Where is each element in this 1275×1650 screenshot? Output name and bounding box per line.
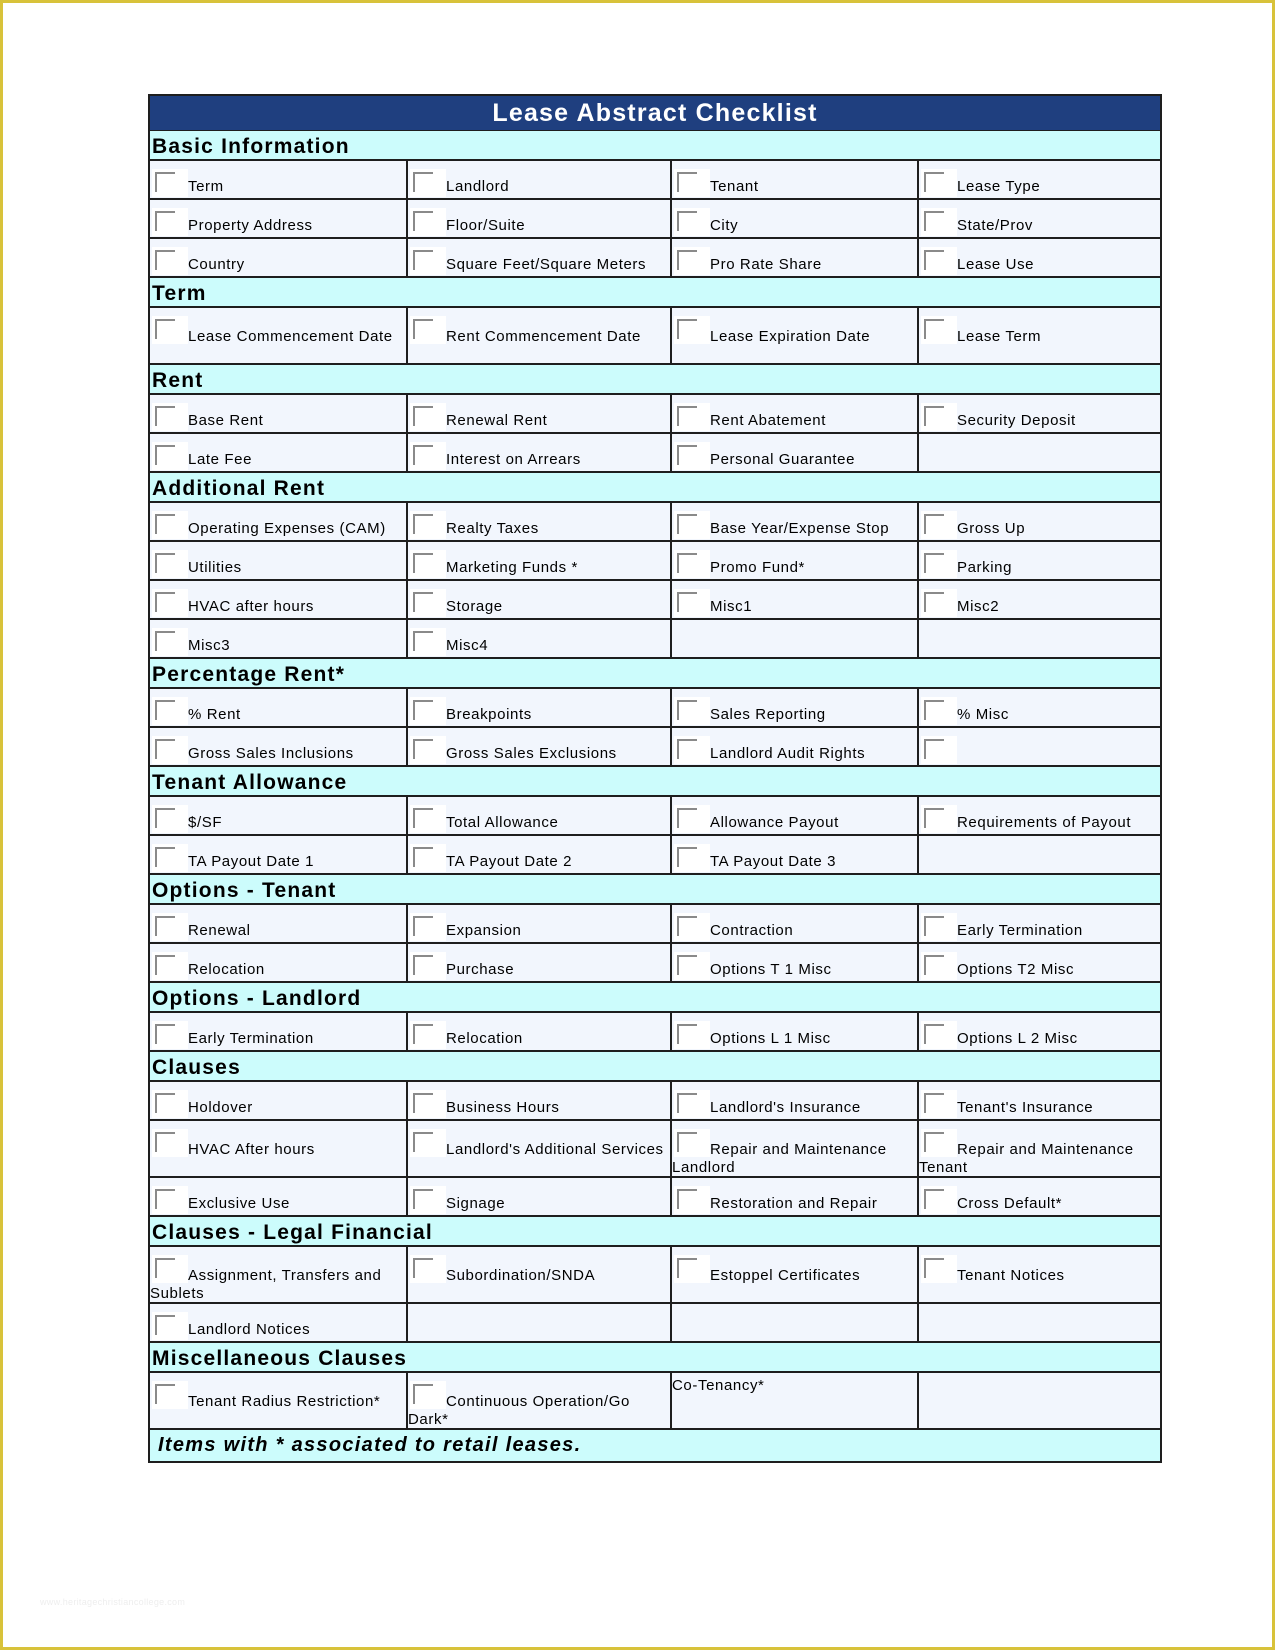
checklist-cell (150, 503, 408, 540)
checklist-cell (672, 797, 919, 834)
checkbox[interactable] (410, 1186, 446, 1214)
checklist-cell (672, 689, 919, 726)
checkbox[interactable] (921, 1021, 957, 1049)
checklist-cell (408, 1373, 672, 1428)
item-label: Misc3 (188, 637, 231, 654)
checkbox[interactable] (921, 805, 957, 833)
checkbox[interactable] (152, 1312, 188, 1340)
checklist-row (150, 503, 1160, 542)
checklist-cell (150, 161, 408, 198)
item-label: TA Payout Date 1 (188, 853, 315, 870)
checklist-cell (150, 308, 408, 363)
checklist-sections (150, 131, 1160, 1430)
checklist-row (150, 542, 1160, 581)
item-label: HVAC after hours (188, 598, 315, 615)
checklist-cell (919, 308, 1160, 363)
checklist-cell (919, 395, 1160, 432)
item-label: Exclusive Use (188, 1195, 290, 1212)
checklist-cell (919, 1373, 1160, 1428)
section-header: Rent (150, 365, 1160, 395)
checklist-cell (408, 797, 672, 834)
checklist-cell (672, 503, 919, 540)
item-label: Rent Commencement Date (446, 328, 641, 345)
checkbox[interactable] (152, 697, 188, 725)
checkbox[interactable] (674, 208, 710, 236)
checkbox[interactable] (921, 247, 957, 275)
item-label: Landlord's Additional Services (446, 1141, 664, 1158)
checklist-cell (672, 581, 919, 618)
item-label: Security Deposit (957, 412, 1076, 429)
item-label: Repair and Maintenance Tenant (919, 1141, 1134, 1176)
item-label: HVAC After hours (188, 1141, 315, 1158)
checklist-cell (408, 620, 672, 657)
checklist-cell (150, 1247, 408, 1302)
checklist-cell (408, 1247, 672, 1302)
checkbox[interactable] (410, 550, 446, 578)
checkbox[interactable] (674, 247, 710, 275)
item-label: Business Hours (446, 1099, 560, 1116)
item-label: Breakpoints (446, 706, 532, 723)
checklist-cell (919, 797, 1160, 834)
item-label: Purchase (446, 961, 515, 978)
checklist-cell (672, 434, 919, 471)
checklist-cell (150, 395, 408, 432)
item-label: Tenant (710, 178, 759, 195)
checklist-cell (150, 728, 408, 765)
checkbox[interactable] (674, 589, 710, 617)
checklist-cell (150, 797, 408, 834)
checkbox[interactable] (921, 1186, 957, 1214)
checklist-cell (150, 1121, 408, 1176)
checkbox[interactable] (410, 442, 446, 470)
checklist-row (150, 1373, 1160, 1430)
section-header: Tenant Allowance (150, 767, 1160, 797)
section-header: Clauses - Legal Financial (150, 1217, 1160, 1247)
section-header: Basic Information (150, 131, 1160, 161)
checklist-cell (408, 1178, 672, 1215)
item-label: Gross Up (957, 520, 1026, 537)
item-label: $/SF (188, 814, 223, 831)
checkbox[interactable] (152, 913, 188, 941)
checkbox[interactable] (152, 403, 188, 431)
checkbox[interactable] (152, 511, 188, 539)
checklist-cell (919, 728, 1160, 765)
item-label: Misc2 (957, 598, 1000, 615)
checkbox[interactable] (921, 697, 957, 725)
checklist-cell (919, 836, 1160, 873)
checklist-row (150, 905, 1160, 944)
checklist-cell (408, 1082, 672, 1119)
checkbox[interactable] (152, 1021, 188, 1049)
checklist-cell (408, 905, 672, 942)
checkbox[interactable] (410, 589, 446, 617)
checklist-cell (150, 1304, 408, 1341)
checkbox[interactable] (674, 1186, 710, 1214)
item-label: Relocation (446, 1030, 523, 1047)
item-label: Contraction (710, 922, 794, 939)
checkbox[interactable] (152, 208, 188, 236)
item-label: Misc4 (446, 637, 489, 654)
checkbox[interactable] (410, 697, 446, 725)
item-label: Restoration and Repair (710, 1195, 878, 1212)
item-label: Subordination/SNDA (446, 1267, 596, 1284)
checkbox[interactable] (152, 952, 188, 980)
checklist-cell (150, 1013, 408, 1050)
checkbox[interactable] (152, 442, 188, 470)
item-label: TA Payout Date 3 (710, 853, 837, 870)
item-label: Property Address (188, 217, 313, 234)
checklist-cell (408, 1121, 672, 1176)
checklist-cell (150, 836, 408, 873)
item-label: Signage (446, 1195, 506, 1212)
item-label: Term (188, 178, 224, 195)
checkbox[interactable] (410, 208, 446, 236)
checkbox[interactable] (410, 952, 446, 980)
section-header: Term (150, 278, 1160, 308)
checklist-row (150, 728, 1160, 767)
item-label: Gross Sales Inclusions (188, 745, 354, 762)
checklist-cell (408, 308, 672, 363)
checklist-cell (919, 542, 1160, 579)
checkbox[interactable] (674, 550, 710, 578)
checklist-cell (919, 1121, 1160, 1176)
checklist-cell (672, 1373, 919, 1428)
checklist-cell (150, 581, 408, 618)
checklist-cell (672, 1247, 919, 1302)
item-label: Lease Use (957, 256, 1035, 273)
checklist-cell (150, 944, 408, 981)
checkbox[interactable] (674, 511, 710, 539)
section-header: Clauses (150, 1052, 1160, 1082)
checklist-row (150, 944, 1160, 983)
item-label: Lease Term (957, 328, 1042, 345)
item-label: Options T2 Misc (957, 961, 1075, 978)
watermark: www.heritagechristiancollege.com (40, 1597, 186, 1607)
checklist-cell (919, 581, 1160, 618)
item-label: Tenant Notices (957, 1267, 1065, 1284)
item-label: Operating Expenses (CAM) (188, 520, 386, 537)
item-label: Storage (446, 598, 503, 615)
item-label: Floor/Suite (446, 217, 526, 234)
item-label: Late Fee (188, 451, 253, 468)
checklist-row (150, 395, 1160, 434)
checkbox[interactable] (921, 1090, 957, 1118)
checkbox[interactable] (674, 736, 710, 764)
checklist-row (150, 308, 1160, 365)
item-label: Parking (957, 559, 1013, 576)
checklist-cell (672, 161, 919, 198)
checklist-cell (408, 1304, 672, 1341)
item-label: Square Feet/Square Meters (446, 256, 647, 273)
checkbox[interactable] (152, 247, 188, 275)
checklist-cell (919, 161, 1160, 198)
item-label: Repair and Maintenance Landlord (672, 1141, 887, 1176)
item-label: City (710, 217, 739, 234)
checkbox[interactable] (921, 550, 957, 578)
item-label: Estoppel Certificates (710, 1267, 861, 1284)
item-label: Requirements of Payout (957, 814, 1132, 831)
checklist-cell (672, 728, 919, 765)
item-label: Interest on Arrears (446, 451, 581, 468)
checklist-row (150, 434, 1160, 473)
item-label: Co-Tenancy* (672, 1377, 765, 1394)
item-label: Options L 2 Misc (957, 1030, 1078, 1047)
section-header: Options - Landlord (150, 983, 1160, 1013)
checklist-row (150, 689, 1160, 728)
section-header: Additional Rent (150, 473, 1160, 503)
checklist-cell (408, 395, 672, 432)
checklist-cell (672, 1178, 919, 1215)
checklist-cell (672, 905, 919, 942)
checklist-cell (408, 836, 672, 873)
checkbox[interactable] (674, 805, 710, 833)
item-label: Landlord (446, 178, 510, 195)
checklist-cell (150, 620, 408, 657)
item-label: Utilities (188, 559, 242, 576)
checklist-cell (408, 200, 672, 237)
checklist-cell (919, 1247, 1160, 1302)
item-label: Early Termination (957, 922, 1083, 939)
retail-lease-footnote: Items with * associated to retail leases. (150, 1430, 1160, 1461)
item-label: Misc1 (710, 598, 753, 615)
item-label: Base Year/Expense Stop (710, 520, 890, 537)
checklist-cell (919, 944, 1160, 981)
checklist-cell (150, 542, 408, 579)
checkbox[interactable] (410, 511, 446, 539)
checkbox[interactable] (410, 247, 446, 275)
checkbox[interactable] (410, 913, 446, 941)
item-label: Rent Abatement (710, 412, 826, 429)
checkbox[interactable] (410, 1021, 446, 1049)
checklist-row (150, 200, 1160, 239)
checklist-cell (408, 239, 672, 276)
checklist-cell (408, 434, 672, 471)
checkbox[interactable] (152, 1186, 188, 1214)
item-label: Landlord Notices (188, 1321, 311, 1338)
checklist-row (150, 581, 1160, 620)
checklist-cell (408, 944, 672, 981)
checklist-cell (672, 1082, 919, 1119)
item-label: Realty Taxes (446, 520, 539, 537)
checkbox[interactable] (921, 589, 957, 617)
item-label: Landlord's Insurance (710, 1099, 861, 1116)
checkbox[interactable] (674, 442, 710, 470)
checklist-cell (672, 542, 919, 579)
checklist-row (150, 239, 1160, 278)
checkbox[interactable] (410, 844, 446, 872)
checklist-cell (672, 200, 919, 237)
checkbox[interactable] (921, 208, 957, 236)
checkbox[interactable] (674, 403, 710, 431)
checkbox[interactable] (674, 1090, 710, 1118)
checklist-row (150, 836, 1160, 875)
checkbox[interactable] (674, 1021, 710, 1049)
item-label: Pro Rate Share (710, 256, 822, 273)
item-label: Allowance Payout (710, 814, 839, 831)
checklist-cell (919, 239, 1160, 276)
section-header: Miscellaneous Clauses (150, 1343, 1160, 1373)
checkbox[interactable] (410, 169, 446, 197)
checklist-row (150, 161, 1160, 200)
checkbox[interactable] (152, 736, 188, 764)
item-label: Personal Guarantee (710, 451, 856, 468)
page-title: Lease Abstract Checklist (150, 96, 1160, 131)
checklist-cell (150, 1373, 408, 1428)
checklist-cell (150, 239, 408, 276)
checkbox[interactable] (674, 952, 710, 980)
checklist-cell (919, 1013, 1160, 1050)
checkbox[interactable] (410, 403, 446, 431)
checkbox[interactable] (152, 589, 188, 617)
item-label: Holdover (188, 1099, 253, 1116)
checkbox[interactable] (152, 169, 188, 197)
checklist-cell (408, 581, 672, 618)
checkbox[interactable] (674, 169, 710, 197)
item-label: Tenant Radius Restriction* (188, 1393, 381, 1410)
checkbox[interactable] (410, 628, 446, 656)
checklist-cell (919, 1082, 1160, 1119)
checkbox[interactable] (152, 628, 188, 656)
checklist-cell (919, 200, 1160, 237)
checklist-cell (919, 689, 1160, 726)
item-label: Marketing Funds * (446, 559, 578, 576)
item-label: Renewal (188, 922, 251, 939)
item-label: Cross Default* (957, 1195, 1063, 1212)
item-label: Relocation (188, 961, 265, 978)
item-label: Options L 1 Misc (710, 1030, 831, 1047)
checkbox[interactable] (674, 697, 710, 725)
checklist-row (150, 1247, 1160, 1304)
checkbox[interactable] (152, 550, 188, 578)
checklist-cell (919, 434, 1160, 471)
checklist-cell (672, 308, 919, 363)
checkbox[interactable] (921, 736, 957, 764)
section-header: Options - Tenant (150, 875, 1160, 905)
section-header: Percentage Rent* (150, 659, 1160, 689)
item-label: Landlord Audit Rights (710, 745, 866, 762)
checklist-cell (408, 1013, 672, 1050)
checklist-cell (919, 905, 1160, 942)
item-label: Early Termination (188, 1030, 314, 1047)
checklist-cell (408, 689, 672, 726)
checklist-cell (672, 1013, 919, 1050)
checklist-cell (150, 1178, 408, 1215)
checkbox[interactable] (921, 403, 957, 431)
checklist-cell (919, 620, 1160, 657)
item-label: Country (188, 256, 245, 273)
item-label: Assignment, Transfers and Sublets (150, 1267, 382, 1302)
checkbox[interactable] (152, 844, 188, 872)
checkbox[interactable] (410, 805, 446, 833)
checklist-cell (672, 1304, 919, 1341)
checkbox[interactable] (410, 736, 446, 764)
checkbox[interactable] (921, 511, 957, 539)
checkbox[interactable] (921, 913, 957, 941)
checkbox[interactable] (921, 169, 957, 197)
checkbox[interactable] (410, 1090, 446, 1118)
lease-abstract-checklist (148, 94, 1162, 1463)
item-label: State/Prov (957, 217, 1034, 234)
checklist-cell (672, 836, 919, 873)
checkbox[interactable] (674, 844, 710, 872)
item-label: Total Allowance (446, 814, 559, 831)
item-label: % Misc (957, 706, 1009, 723)
checklist-row (150, 1178, 1160, 1217)
item-label: Renewal Rent (446, 412, 548, 429)
checklist-cell (150, 434, 408, 471)
checkbox[interactable] (152, 805, 188, 833)
checklist-cell (408, 161, 672, 198)
checklist-cell (408, 728, 672, 765)
checklist-cell (919, 1178, 1160, 1215)
item-label: Options T 1 Misc (710, 961, 832, 978)
checklist-cell (672, 620, 919, 657)
checklist-cell (919, 503, 1160, 540)
item-label: Gross Sales Exclusions (446, 745, 617, 762)
item-label: Sales Reporting (710, 706, 826, 723)
checklist-cell (150, 905, 408, 942)
checkbox[interactable] (921, 952, 957, 980)
checklist-row (150, 620, 1160, 659)
item-label: Base Rent (188, 412, 264, 429)
item-label: Expansion (446, 922, 522, 939)
checklist-row (150, 1013, 1160, 1052)
item-label: Lease Expiration Date (710, 328, 871, 345)
checklist-row (150, 1082, 1160, 1121)
checklist-cell (150, 200, 408, 237)
checklist-row (150, 797, 1160, 836)
checklist-cell (672, 239, 919, 276)
checklist-cell (672, 1121, 919, 1176)
checklist-cell (672, 395, 919, 432)
item-label: Promo Fund* (710, 559, 805, 576)
item-label: % Rent (188, 706, 241, 723)
checklist-cell (672, 944, 919, 981)
checklist-row (150, 1304, 1160, 1343)
checklist-cell (150, 689, 408, 726)
item-label: TA Payout Date 2 (446, 853, 573, 870)
checklist-cell (919, 1304, 1160, 1341)
item-label: Continuous Operation/Go Dark* (408, 1393, 630, 1428)
checkbox[interactable] (152, 1090, 188, 1118)
checklist-cell (408, 542, 672, 579)
checkbox[interactable] (674, 913, 710, 941)
checklist-cell (150, 1082, 408, 1119)
item-label: Lease Commencement Date (188, 328, 393, 345)
item-label: Tenant's Insurance (957, 1099, 1094, 1116)
item-label: Lease Type (957, 178, 1041, 195)
checklist-row (150, 1121, 1160, 1178)
checklist-cell (408, 503, 672, 540)
